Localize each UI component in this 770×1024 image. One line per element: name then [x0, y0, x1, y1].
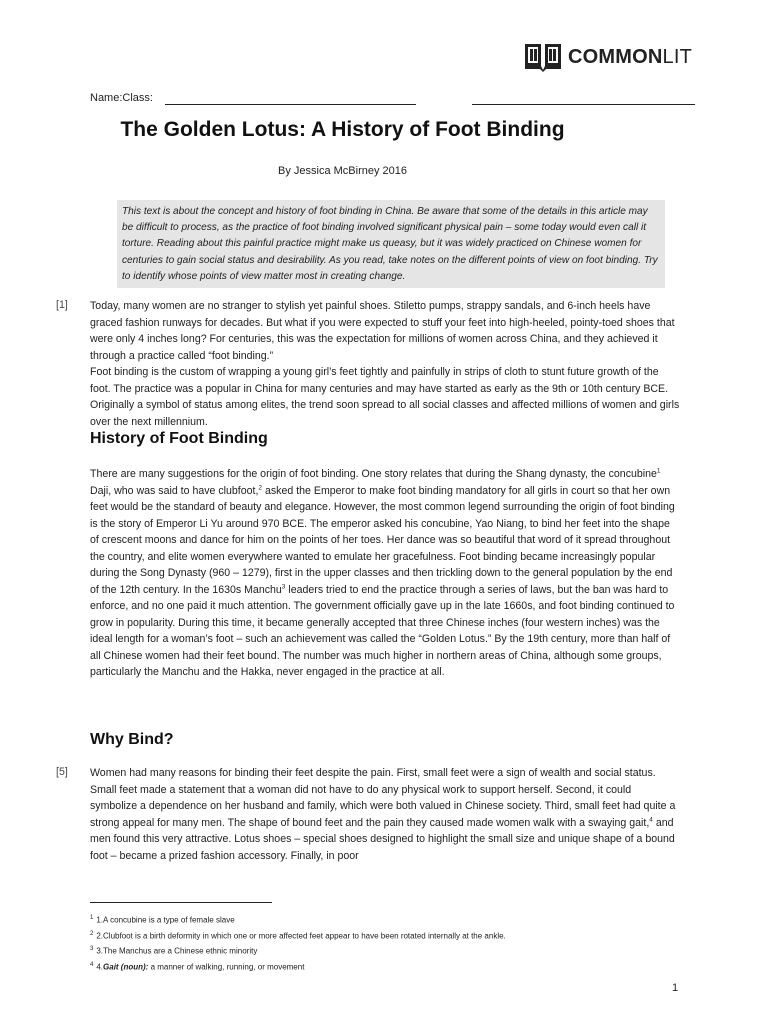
brand-name: COMMONLIT: [568, 45, 693, 68]
name-field-line[interactable]: [165, 104, 416, 105]
name-class-label: Name:Class:: [90, 92, 153, 104]
footnote-4: $^4$ 4.Gait (noun): a manner of walking, running, or movement: [90, 962, 305, 972]
paragraph-history: There are many suggestions for the origin of foot binding. One story relates that during the Shang dynasty, the concubine$^1$ Daji, who was said to have clubfoot,$^2$ asked the Emperor to make foot binding mandatory for all girls in court so that her own feet would be the standard of beauty and elegance. However, the most common legend surrounding the origin of foot binding is the story of Emperor Li Yu around 970 BCE. The emperor asked his concubine, Yao Niang, to bind her feet into the shape of crescent moons and dance for him on the points of her toes. Her dance was so beautiful that word of it spread throughout the country, and elite women everywhere wanted to emulate her gracefulness. Foot binding became increasingly popular during the Song Dynasty (960 – 1279), first in the upper classes and then trickling down to the general population by the end of the 12th century. In the 1630s Manchu$^3$ leaders tried to end the practice through a series of laws, but the ban was hard to enforce, and no one paid it much attention. The government officially gave up in the late 1660s, and foot binding continued to grow in popularity. During this time, it became generally accepted that three Chinese inches (four western inches) was the ideal length for a woman’s foot – such an achievement was called the “Golden Lotus.” By the 19th century, more than half of all Chinese women had their feet bound. The number was much higher in northern areas of China, although some groups, particularly the Manchu and the Hakka, never engaged in the practice at all.: [90, 467, 675, 678]
section-heading-history: History of Foot Binding: [90, 430, 268, 447]
commonlit-logo: [524, 42, 692, 72]
paragraph-2: Foot binding is the custom of wrapping a young girl’s feet tightly and painfully in strips of cloth to stunt future growth of the foot. The practice was a popular in China for many centuries and may have started as early as the 9th or 10th century BCE. Originally a symbol of status among elites, the trend soon spread to all social classes and affected millions of women and girls over the next millennium.: [90, 366, 680, 428]
footnote-ref-1[interactable]: 1: [656, 467, 661, 475]
class-field-line[interactable]: [472, 104, 695, 105]
section-heading-why-bind: Why Bind?: [90, 731, 174, 748]
byline: By Jessica McBirney 2016: [278, 165, 407, 177]
paragraph-why-bind: Women had many reasons for binding their feet despite the pain. First, small feet were a sign of wealth and social status. Small feet made a statement that a woman did not have to do any physical work to support herself. Second, it could symbolize a dependence on her husband and family, which were both valued in Chinese society. Third, small feet had quite a strong appeal for many men. The shape of bound feet and the pain they caused made women walk with a swaying gait,$^4$ and men found this very attractive. Lotus shoes – special shoes designed to highlight the small size and unique shape of a bound foot – became a prized fashion accessory. Finally, in poor: [90, 767, 676, 862]
footnote-ref-3[interactable]: 3: [281, 582, 286, 590]
footnote-3: $^3$ 3.The Manchus are a Chinese ethnic minority: [90, 946, 258, 956]
paragraph-number: [1]: [56, 299, 68, 311]
footnote-divider: [90, 902, 272, 903]
footnote-2: $^2$ 2.Clubfoot is a birth deformity in which one or more affected feet appear to have been rotated internally at the ankle.: [90, 931, 506, 941]
footnote-ref-2[interactable]: 2: [258, 483, 263, 491]
footnote-1: $^1$ 1.A concubine is a type of female slave: [90, 915, 235, 925]
open-book-icon: [524, 42, 562, 72]
intro-box: This text is about the concept and history of foot binding in China. Be aware that some of the details in this article may be difficult to process, as the practice of foot binding involved significant physical pain – some today would even call it torture. Reading about this painful practice might make us queasy, but it was widely practiced on Chinese women for centuries to gain social status and desirability. As you read, take notes on the different points of view on foot binding. Try to identify whose points of view matter most in creating change.: [117, 200, 665, 288]
paragraph-1: Today, many women are no stranger to stylish yet painful shoes. Stiletto pumps, strappy sandals, and 6-inch heels have graced fashion runways for decades. But what if you were expected to stuff your feet into high-heeled, pointy-toed shoes that were only 4 inches long? For centuries, this was the expectation for millions of women across China, and they achieved it through a practice called “foot binding.”: [90, 300, 675, 362]
paragraph-number: [5]: [56, 766, 68, 778]
page-title: The Golden Lotus: A History of Foot Binding: [120, 118, 565, 141]
page-number: 1: [672, 982, 679, 994]
footnote-ref-4[interactable]: 4: [649, 815, 653, 823]
